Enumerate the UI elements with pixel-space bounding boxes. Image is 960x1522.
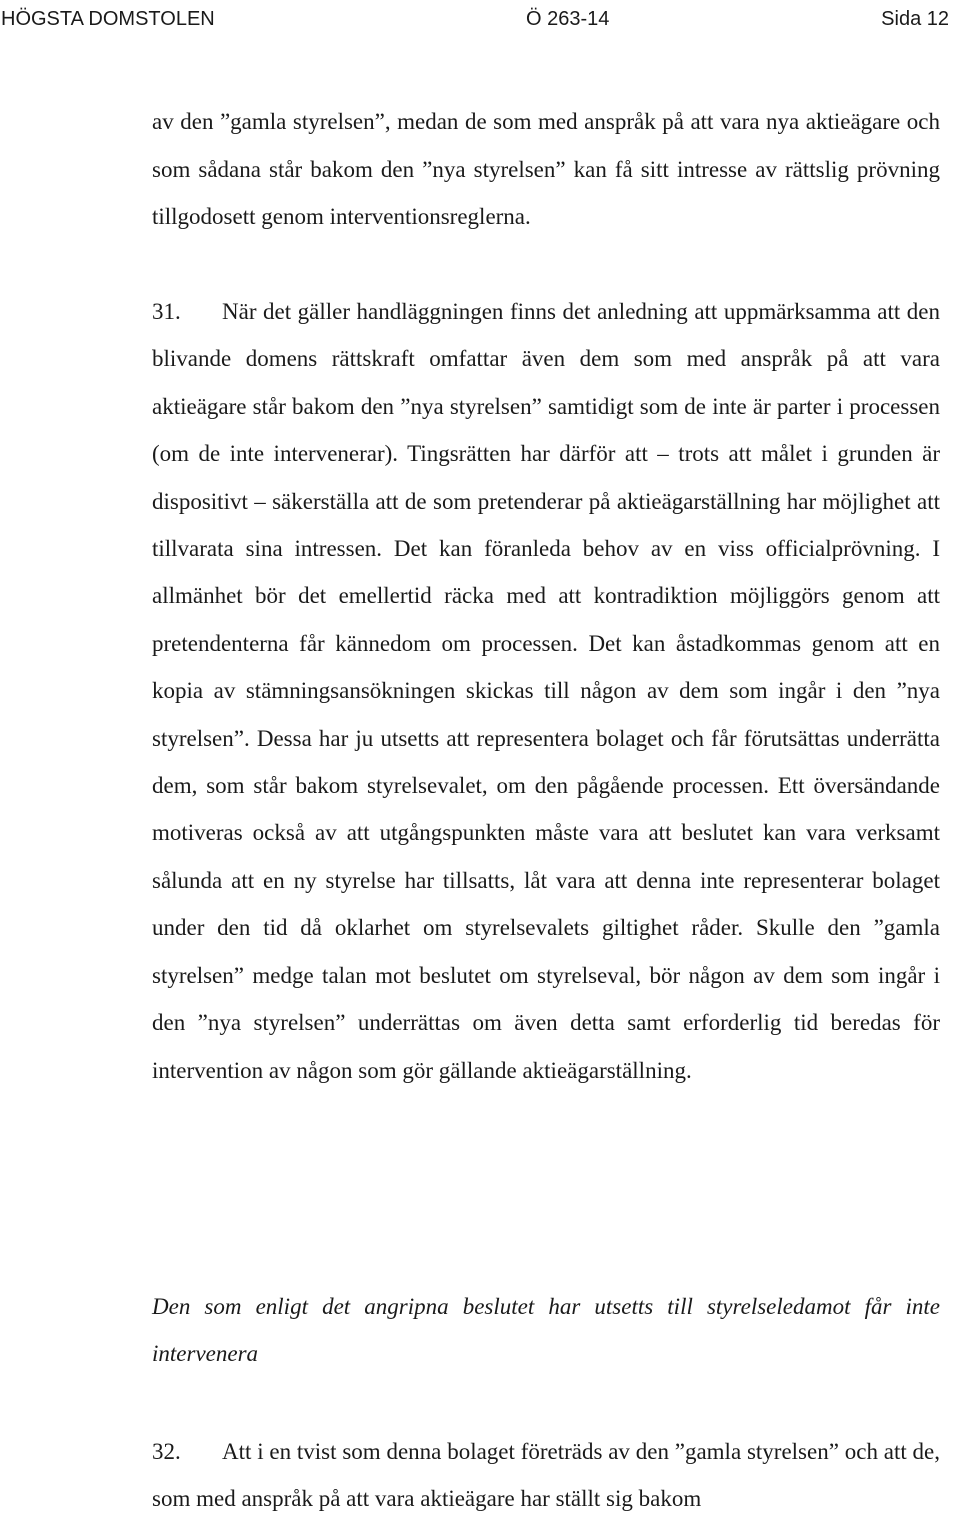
paragraph-number: 32. bbox=[152, 1439, 181, 1464]
page-number: Sida 12 bbox=[881, 8, 949, 30]
case-number: Ö 263-14 bbox=[526, 8, 610, 30]
court-name: HÖGSTA DOMSTOLEN bbox=[1, 8, 215, 30]
paragraph-32 bbox=[152, 1428, 940, 1522]
paragraph-31 bbox=[152, 288, 940, 1094]
page-header bbox=[0, 4, 960, 34]
paragraph-number: 31. bbox=[152, 299, 181, 324]
paragraph-text: Att i en tvist som denna bolaget företräds av den ”gamla styrelsen” och att de, som med anspråk på att vara aktieägare har ställt sig bakom bbox=[152, 1439, 940, 1511]
section-heading: Den som enligt det angripna beslutet har utsetts till styrelseledamot får inte intervenera bbox=[152, 1294, 940, 1366]
continuation-paragraph: av den ”gamla styrelsen”, medan de som med anspråk på att vara nya aktieägare och som sådana står bakom den ”nya styrelsen” kan få sitt intresse av rättslig prövning tillgodosett genom interventionsreglerna. bbox=[152, 109, 940, 229]
paragraph-text: När det gäller handläggningen finns det anledning att uppmärksamma att den blivande domens rättskraft omfattar även dem som med anspråk på att vara aktieägare står bakom den ”nya styrelsen” samtidigt som de inte är parter i processen (om de inte intervenerar). Tingsrätten har därför att – trots att målet i grunden är dispositivt – säkerställa att de som pretenderar på aktieägarställning har möjlighet att tillvarata sina intressen. Det kan föranleda behov av en viss officialprövning. I allmänhet bör det emellertid räcka med att kontradiktion möjliggörs genom att pretendenterna får kännedom om processen. Det kan åstadkommas genom att en kopia av stämningsansökningen skickas till någon av dem som ingår i den ”nya styrelsen”. Dessa har ju utsetts att representera bolaget och får förutsättas underrätta dem, som står bakom styrelsevalet, om den pågående processen. Ett översändande motiveras också av att utgångspunkten måste vara att beslutet kan vara verksamt sålunda att en ny styrelse har tillsatts, låt vara att denna inte representerar bolaget under den tid då oklarhet om styrelsevalets giltighet råder. Skulle den ”gamla styrelsen” medge talan mot beslutet om styrelseval, bör någon av dem som ingår i den ”nya styrelsen” underrättas om även detta samt erforderlig tid beredas för intervention av någon som gör gällande aktieägarställning. bbox=[152, 299, 940, 1083]
